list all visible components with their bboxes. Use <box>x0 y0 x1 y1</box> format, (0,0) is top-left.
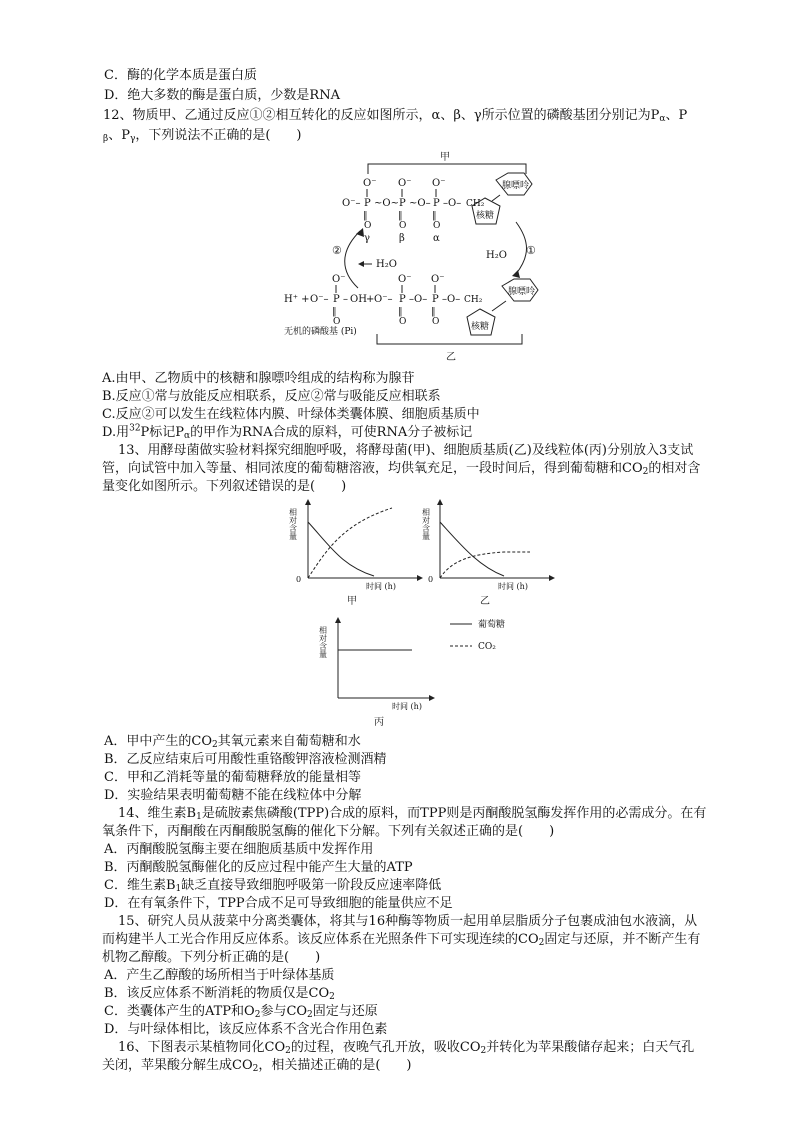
q14-option-a: A．丙酮酸脱氢酶主要在细胞质基质中发挥作用 <box>104 842 374 857</box>
svg-text:O⁻–: O⁻– <box>374 294 393 305</box>
svg-text:O⁻: O⁻ <box>431 274 445 285</box>
graph-yi <box>422 499 556 607</box>
q15-stem-line1: 15、研究人员从菠菜中分离类囊体，将其与16种酶等物质一起用单层脂质分子包裹成油包水液滴，从 <box>118 914 698 929</box>
ylabel-yi: 相对含量 <box>421 508 431 540</box>
svg-text:‖: ‖ <box>363 211 368 221</box>
alpha-label: α <box>433 233 440 244</box>
label-yi: 乙 <box>446 352 456 363</box>
pi-label: 无机的磷酸基 (Pi) <box>284 327 357 337</box>
q12-option-a: A.由甲、乙物质中的核糖和腺嘌呤组成的结构称为腺苷 <box>102 371 415 386</box>
gamma-label: γ <box>364 233 370 244</box>
q12-stem-line2: $_\beta$、$P_\gamma$，下列说法不正确的是( ) <box>103 128 302 144</box>
q13-option-c: C．甲和乙消耗等量的葡萄糖释放的能量相等 <box>104 770 361 785</box>
svg-text:O: O <box>399 221 407 231</box>
q15-option-b: B．该反应体系不断消耗的物质仅是$CO_2$ <box>104 986 335 1002</box>
svg-text:‖: ‖ <box>398 307 403 317</box>
o-minus-gamma: O⁻ <box>363 178 377 189</box>
svg-text:–O–: –O– <box>442 294 461 305</box>
svg-text:时间 (h): 时间 (h) <box>366 582 396 591</box>
graph-bing <box>319 617 506 728</box>
svg-text:O: O <box>433 221 441 231</box>
ylabel-jia: 相对含量 <box>288 508 298 540</box>
svg-text:–O–: –O– <box>443 198 462 209</box>
p-alpha: P <box>433 198 440 209</box>
svg-text:‖: ‖ <box>432 211 437 221</box>
q16-stem-line2: 关闭，苹果酸分解生成$CO_2$，相关描述正确的是( ) <box>102 1058 412 1074</box>
svg-text:+: + <box>366 294 375 305</box>
svg-text:O⁻–: O⁻– <box>310 294 329 305</box>
o-minus-alpha: O⁻ <box>432 178 446 189</box>
graph-jia <box>289 499 424 607</box>
q13-option-a: A．甲中产生的$CO_2$其氧元素来自葡萄糖和水 <box>104 734 361 750</box>
label-jia: 甲 <box>440 152 450 163</box>
svg-text:‖: ‖ <box>332 307 337 317</box>
q12-option-c: C.反应②可以发生在线粒体内膜、叶绿体类囊体膜、细胞质基质中 <box>102 407 480 422</box>
q12-stem-line1: 12、物质甲、乙通过反应①②相互转化的反应如图所示，α、β、γ所示位置的磷酸基团分别记为$P_\alpha$、P <box>103 108 688 124</box>
svg-text:~O~: ~O~ <box>374 198 399 209</box>
q16-stem-line1: 16、下图表示某植物同化$CO_2$的过程，夜晚气孔开放，吸收$CO_2$并转化为苹果酸储存起来；白天气孔 <box>118 1040 695 1056</box>
label-graph-yi: 乙 <box>480 596 490 607</box>
atp-adp-diagram <box>280 146 570 368</box>
svg-text:O: O <box>399 317 407 327</box>
q13-stem-line1: 13、用酵母菌做实验材料探究细胞呼吸，将酵母菌(甲)、细胞质基质(乙)及线粒体(丙)分别放入3支试 <box>118 443 694 458</box>
svg-text:O⁻: O⁻ <box>398 274 412 285</box>
svg-text:0: 0 <box>296 575 302 584</box>
svg-text:‖: ‖ <box>431 307 436 317</box>
q14-option-b: B．丙酮酸脱氢酶催化的反应过程中能产生大量的ATP <box>104 860 413 875</box>
svg-text:O: O <box>364 221 372 231</box>
h2o-left: H₂O <box>376 259 397 270</box>
q13-option-b: B．乙反应结束后可用酸性重铬酸钾溶液检测酒精 <box>104 752 387 767</box>
ylabel-bing: 相对含量 <box>318 626 328 658</box>
legend-co2: CO₂ <box>478 642 496 652</box>
q12-option-b: B.反应①常与放能反应相联系，反应②常与吸能反应相联系 <box>102 389 441 404</box>
svg-text:~O–: ~O– <box>409 198 431 209</box>
svg-text:0: 0 <box>428 575 434 584</box>
oh-group: OH <box>350 294 367 305</box>
q13-option-d: D．实验结果表明葡萄糖不能在线粒体中分解 <box>104 788 362 803</box>
o-minus-beta: O⁻ <box>398 178 412 189</box>
ch2-top: CH₂ <box>466 199 485 209</box>
q15-option-d: D．与叶绿体相比，该反应体系不含光合作用色素 <box>104 1022 388 1037</box>
ribose-bottom: 核糖 <box>471 322 490 332</box>
reaction-2-label: ② <box>332 244 342 257</box>
ch2-bottom: CH₂ <box>464 295 483 305</box>
q13-stem-line3: 量变化如图所示。下列叙述错误的是( ) <box>102 479 347 494</box>
q15-option-c: C．类囊体产生的ATP和$O_2$参与$CO_2$固定与还原 <box>104 1004 378 1020</box>
q13-stem-line2: 管，向试管中加入等量、相同浓度的葡萄糖溶液，均供氧充足，一段时间后，得到葡萄糖和$CO_2$的相对含 <box>102 461 701 477</box>
svg-text:时间 (h): 时间 (h) <box>392 702 422 711</box>
svg-text:‖: ‖ <box>398 211 403 221</box>
adenine-bottom: 腺嘌呤 <box>508 287 536 297</box>
reaction-1-label: ① <box>526 244 536 257</box>
q15-stem-line2: 而构建半人工光合作用反应体系。该反应体系在光照条件下可实现连续的$CO_2$固定与还原，并不断产生有 <box>102 932 701 948</box>
q12-option-d: D.用$^{32}$P标记$P_\alpha$的甲作为RNA合成的原料，可使RNA分子被标记 <box>102 423 473 441</box>
q15-option-a: A．产生乙醇酸的场所相当于叶绿体基质 <box>104 968 335 983</box>
h2o-right: H₂O <box>486 250 507 261</box>
svg-text:P: P <box>333 294 340 305</box>
p-beta: P <box>399 198 406 209</box>
svg-text:O: O <box>432 317 440 327</box>
h-plus: H⁺ + <box>284 294 310 305</box>
q11-option-d: D．绝大多数的酶是蛋白质，少数是RNA <box>104 88 340 103</box>
legend-glucose: 葡萄糖 <box>478 620 506 630</box>
beta-label: β <box>399 233 405 244</box>
respiration-graphs <box>282 496 560 732</box>
adenine-top: 腺嘌呤 <box>502 181 530 191</box>
q14-stem-line2: 氧条件下，丙酮酸在丙酮酸脱氢酶的催化下分解。下列有关叙述正确的是( ) <box>102 824 555 839</box>
p-gamma: P <box>364 198 371 209</box>
q14-option-c: C．维生素$B_1$缺乏直接导致细胞呼吸第一阶段反应速率降低 <box>104 878 442 894</box>
q14-stem-line1: 14、维生素$B_1$是硫胺素焦磷酸(TPP)合成的原料，而TPP则是丙酮酸脱氢酶发挥作用的必需成分。在有 <box>118 806 707 822</box>
svg-text:O⁻: O⁻ <box>332 274 346 285</box>
q14-option-d: D．在有氧条件下，TPP合成不足可导致细胞的能量供应不足 <box>104 896 453 911</box>
q11-option-c: C．酶的化学本质是蛋白质 <box>104 68 257 83</box>
svg-text:O: O <box>333 317 341 327</box>
ribose-top: 核糖 <box>476 211 495 221</box>
svg-text:–: – <box>343 294 348 305</box>
label-graph-bing: 丙 <box>374 717 384 728</box>
svg-text:–O–: –O– <box>409 294 428 305</box>
svg-text:O⁻–: O⁻– <box>342 198 361 209</box>
svg-text:时间 (h): 时间 (h) <box>498 582 528 591</box>
svg-text:P: P <box>399 294 406 305</box>
svg-text:P: P <box>432 294 439 305</box>
label-graph-jia: 甲 <box>347 596 357 607</box>
q15-stem-line3: 机物乙醇酸。下列分析正确的是( ) <box>102 950 321 965</box>
